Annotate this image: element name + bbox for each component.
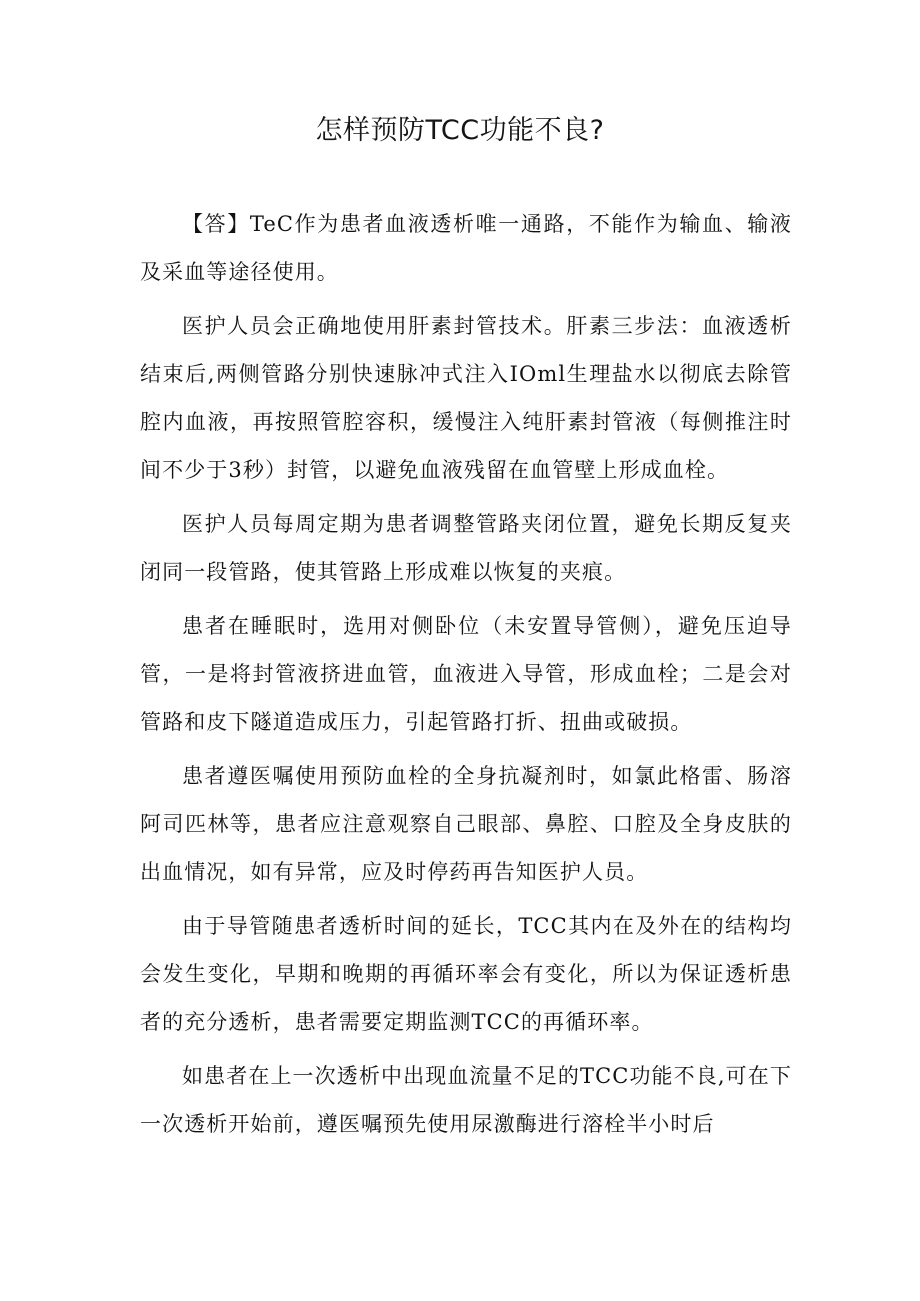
document-body <box>140 200 792 1154</box>
paragraph-heparin-lock: 医护人员会正确地使用肝素封管技术。肝素三步法：血液透析结束后,两侧管路分别快速脉冲式注入IOml生理盐水以彻底去除管腔内血液，再按照管腔容积，缓慢注入纯肝素封管液（每侧推注时间不少于3秒）封管，以避免血液残留在血管壁上形成血栓。 <box>140 314 792 482</box>
paragraph-sleep-position: 患者在睡眠时，选用对侧卧位（未安置导管侧），避免压迫导管，一是将封管液挤进血管，血液进入导管，形成血栓；二是会对管路和皮下隧道造成压力，引起管路打折、扭曲或破损。 <box>140 614 792 734</box>
paragraph-answer-intro: 【答】TeC作为患者血液透析唯一通路，不能作为输血、输液及采血等途径使用。 <box>140 212 792 284</box>
paragraph-recirculation: 由于导管随患者透析时间的延长，TCC其内在及外在的结构均会发生变化，早期和晚期的再循环率会有变化，所以为保证透析患者的充分透析，患者需要定期监测TCC的再循环率。 <box>140 914 792 1034</box>
paragraph-clamp-position: 医护人员每周定期为患者调整管路夹闭位置，避免长期反复夹闭同一段管路，使其管路上形成难以恢复的夹痕。 <box>140 512 792 584</box>
page-title: 怎样预防TCC功能不良? <box>315 115 605 146</box>
paragraph-thrombolysis: 如患者在上一次透析中出现血流量不足的TCC功能不良,可在下一次透析开始前，遵医嘱预先使用尿激酶进行溶栓半小时后 <box>140 1064 792 1136</box>
paragraph-anticoagulant: 患者遵医嘱使用预防血栓的全身抗凝剂时，如氯此格雷、肠溶阿司匹林等，患者应注意观察自己眼部、鼻腔、口腔及全身皮肤的出血情况，如有异常，应及时停药再告知医护人员。 <box>140 764 792 884</box>
